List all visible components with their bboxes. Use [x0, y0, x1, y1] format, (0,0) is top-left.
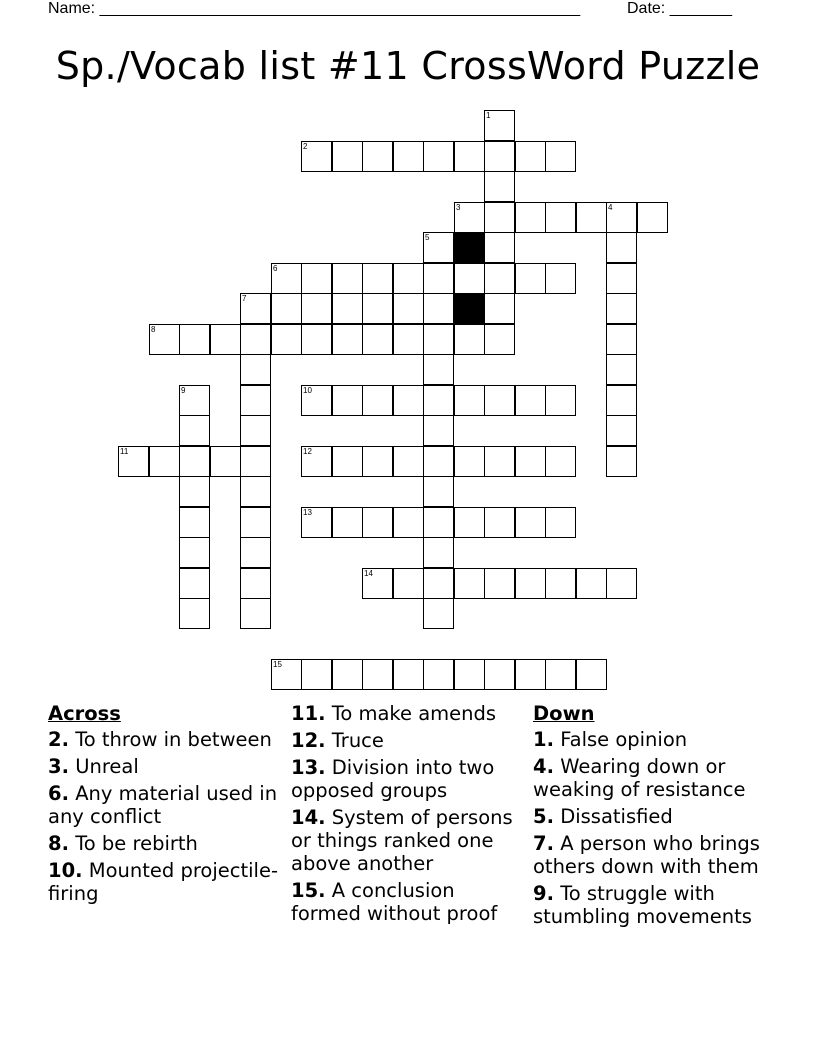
grid-cell[interactable]	[240, 354, 271, 385]
grid-cell[interactable]	[362, 324, 393, 355]
grid-cell[interactable]	[393, 141, 424, 172]
grid-cell[interactable]	[576, 568, 607, 599]
grid-cell[interactable]	[240, 598, 271, 629]
grid-cell[interactable]	[423, 263, 454, 294]
grid-cell[interactable]	[545, 507, 576, 538]
grid-cell[interactable]	[240, 446, 271, 477]
grid-cell[interactable]	[301, 324, 332, 355]
grid-cell[interactable]	[606, 446, 637, 477]
grid-cell[interactable]	[454, 385, 485, 416]
grid-cell[interactable]	[362, 293, 393, 324]
grid-cell[interactable]	[210, 446, 241, 477]
grid-cell[interactable]	[576, 659, 607, 690]
grid-cell[interactable]	[332, 263, 363, 294]
grid-cell[interactable]	[332, 141, 363, 172]
grid-cell[interactable]	[240, 385, 271, 416]
grid-cell[interactable]	[393, 446, 424, 477]
grid-cell[interactable]	[393, 507, 424, 538]
black-cell	[454, 293, 485, 324]
grid-cell[interactable]	[240, 293, 271, 324]
grid-cell[interactable]	[393, 659, 424, 690]
grid-cell[interactable]	[484, 293, 515, 324]
clue-number: 9	[181, 386, 186, 395]
clue-across-10: 10. Mounted projectile-firing	[48, 859, 278, 905]
grid-cell[interactable]	[484, 568, 515, 599]
grid-cell[interactable]	[454, 324, 485, 355]
grid-cell[interactable]	[454, 568, 485, 599]
grid-cell[interactable]	[332, 507, 363, 538]
grid-cell[interactable]	[484, 507, 515, 538]
grid-cell[interactable]	[301, 659, 332, 690]
grid-cell[interactable]	[362, 385, 393, 416]
grid-cell[interactable]	[484, 263, 515, 294]
clue-number: 5	[425, 233, 430, 242]
grid-cell[interactable]	[301, 446, 332, 477]
grid-cell[interactable]	[179, 507, 210, 538]
grid-cell[interactable]	[484, 385, 515, 416]
grid-cell[interactable]	[606, 202, 637, 233]
grid-cell[interactable]	[393, 385, 424, 416]
grid-cell[interactable]	[301, 263, 332, 294]
name-field[interactable]: Name: ______________________________________________________	[48, 0, 581, 17]
grid-cell[interactable]	[332, 446, 363, 477]
grid-cell[interactable]	[179, 446, 210, 477]
grid-cell[interactable]	[362, 446, 393, 477]
grid-cell[interactable]	[484, 202, 515, 233]
grid-cell[interactable]	[332, 385, 363, 416]
grid-cell[interactable]	[423, 293, 454, 324]
grid-cell[interactable]	[606, 568, 637, 599]
clue-across-6: 6. Any material used in any conflict	[48, 782, 278, 828]
down-heading: Down	[533, 702, 595, 725]
clues-column-1	[48, 702, 278, 909]
grid-cell[interactable]	[362, 568, 393, 599]
grid-cell[interactable]	[149, 446, 180, 477]
grid-cell[interactable]	[393, 568, 424, 599]
clue-across-2: 2. To throw in between	[48, 728, 272, 751]
clue-number: 13	[303, 508, 312, 517]
grid-cell[interactable]	[423, 232, 454, 263]
grid-cell[interactable]	[271, 263, 302, 294]
grid-cell[interactable]	[362, 507, 393, 538]
grid-cell[interactable]	[423, 141, 454, 172]
grid-cell[interactable]	[606, 385, 637, 416]
grid-cell[interactable]	[454, 507, 485, 538]
page-title: Sp./Vocab list #11 CrossWord Puzzle	[55, 44, 761, 88]
grid-cell[interactable]	[423, 385, 454, 416]
grid-cell[interactable]	[423, 415, 454, 446]
grid-cell[interactable]	[332, 324, 363, 355]
clue-number: 12	[303, 447, 312, 456]
across-heading: Across	[48, 702, 121, 725]
clue-number: 11	[120, 447, 129, 456]
clue-number: 2	[303, 142, 308, 151]
clue-down-7: 7. A person who brings others down with them	[533, 832, 760, 878]
grid-cell[interactable]	[515, 568, 546, 599]
grid-cell[interactable]	[484, 324, 515, 355]
grid-cell[interactable]	[332, 659, 363, 690]
grid-cell[interactable]	[240, 568, 271, 599]
grid-cell[interactable]	[271, 324, 302, 355]
clue-number: 10	[303, 386, 312, 395]
grid-cell[interactable]	[423, 354, 454, 385]
date-field[interactable]: Date: _______	[627, 0, 732, 17]
grid-cell[interactable]	[606, 324, 637, 355]
grid-cell[interactable]	[454, 446, 485, 477]
grid-cell[interactable]	[332, 293, 363, 324]
grid-cell[interactable]	[515, 141, 546, 172]
grid-cell[interactable]	[423, 537, 454, 568]
grid-cell[interactable]	[637, 202, 668, 233]
grid-cell[interactable]	[271, 659, 302, 690]
grid-cell[interactable]	[393, 263, 424, 294]
grid-cell[interactable]	[423, 659, 454, 690]
grid-cell[interactable]	[484, 659, 515, 690]
grid-cell[interactable]	[118, 446, 149, 477]
clue-number: 1	[486, 111, 491, 120]
clue-down-9: 9. To struggle with stumbling movements	[533, 882, 752, 928]
grid-cell[interactable]	[454, 202, 485, 233]
grid-cell[interactable]	[484, 110, 515, 141]
grid-cell[interactable]	[149, 324, 180, 355]
clue-across-3: 3. Unreal	[48, 755, 139, 778]
clue-across-8: 8. To be rebirth	[48, 832, 198, 855]
grid-cell[interactable]	[454, 141, 485, 172]
grid-cell[interactable]	[515, 385, 546, 416]
grid-cell[interactable]	[179, 415, 210, 446]
clue-across-12: 12. Truce	[291, 729, 384, 752]
grid-cell[interactable]	[606, 354, 637, 385]
grid-cell[interactable]	[545, 263, 576, 294]
clue-down-5: 5. Dissatisfied	[533, 805, 673, 828]
grid-cell[interactable]	[271, 293, 302, 324]
grid-cell[interactable]	[606, 232, 637, 263]
grid-cell[interactable]	[393, 293, 424, 324]
grid-cell[interactable]	[301, 507, 332, 538]
clue-number: 7	[242, 294, 247, 303]
grid-cell[interactable]	[515, 446, 546, 477]
clue-across-14: 14. System of persons or things ranked one above another	[291, 806, 513, 875]
grid-cell[interactable]	[545, 385, 576, 416]
grid-cell[interactable]	[606, 415, 637, 446]
clue-down-1: 1. False opinion	[533, 728, 688, 751]
grid-cell[interactable]	[545, 568, 576, 599]
grid-cell[interactable]	[545, 202, 576, 233]
grid-cell[interactable]	[423, 507, 454, 538]
clue-down-4: 4. Wearing down or weaking of resistance	[533, 755, 746, 801]
grid-cell[interactable]	[210, 324, 241, 355]
grid-cell[interactable]	[545, 446, 576, 477]
grid-cell[interactable]	[362, 659, 393, 690]
grid-cell[interactable]	[240, 415, 271, 446]
grid-cell[interactable]	[240, 537, 271, 568]
grid-cell[interactable]	[484, 232, 515, 263]
grid-cell[interactable]	[179, 568, 210, 599]
clue-number: 8	[151, 325, 156, 334]
grid-cell[interactable]	[423, 476, 454, 507]
grid-cell[interactable]	[606, 293, 637, 324]
grid-cell[interactable]	[179, 537, 210, 568]
clue-across-11: 11. To make amends	[291, 702, 497, 725]
grid-cell[interactable]	[515, 263, 546, 294]
grid-cell[interactable]	[515, 659, 546, 690]
grid-cell[interactable]	[454, 263, 485, 294]
grid-cell[interactable]	[606, 263, 637, 294]
grid-cell[interactable]	[179, 476, 210, 507]
grid-cell[interactable]	[240, 476, 271, 507]
grid-cell[interactable]	[423, 446, 454, 477]
grid-cell[interactable]	[423, 598, 454, 629]
clue-number: 14	[364, 569, 373, 578]
clues-column-2	[291, 702, 526, 929]
grid-cell[interactable]	[179, 324, 210, 355]
grid-cell[interactable]	[423, 324, 454, 355]
grid-cell[interactable]	[576, 202, 607, 233]
grid-cell[interactable]	[515, 202, 546, 233]
grid-cell[interactable]	[362, 263, 393, 294]
grid-cell[interactable]	[454, 659, 485, 690]
grid-cell[interactable]	[301, 293, 332, 324]
clue-number: 3	[456, 203, 461, 212]
grid-cell[interactable]	[179, 385, 210, 416]
clue-number: 6	[273, 264, 278, 273]
grid-cell[interactable]	[179, 598, 210, 629]
clues-column-3	[533, 702, 773, 932]
grid-cell[interactable]	[240, 324, 271, 355]
grid-cell[interactable]	[484, 171, 515, 202]
black-cell	[454, 232, 485, 263]
grid-cell[interactable]	[484, 141, 515, 172]
grid-cell[interactable]	[240, 507, 271, 538]
grid-cell[interactable]	[423, 568, 454, 599]
grid-cell[interactable]	[362, 141, 393, 172]
grid-cell[interactable]	[515, 507, 546, 538]
grid-cell[interactable]	[301, 385, 332, 416]
clue-number: 4	[608, 203, 613, 212]
grid-cell[interactable]	[545, 659, 576, 690]
grid-cell[interactable]	[393, 324, 424, 355]
clue-number: 15	[273, 660, 282, 669]
grid-cell[interactable]	[484, 446, 515, 477]
grid-cell[interactable]	[545, 141, 576, 172]
clue-across-13: 13. Division into two opposed groups	[291, 756, 495, 802]
clue-across-15: 15. A conclusion formed without proof	[291, 879, 498, 925]
grid-cell[interactable]	[301, 141, 332, 172]
